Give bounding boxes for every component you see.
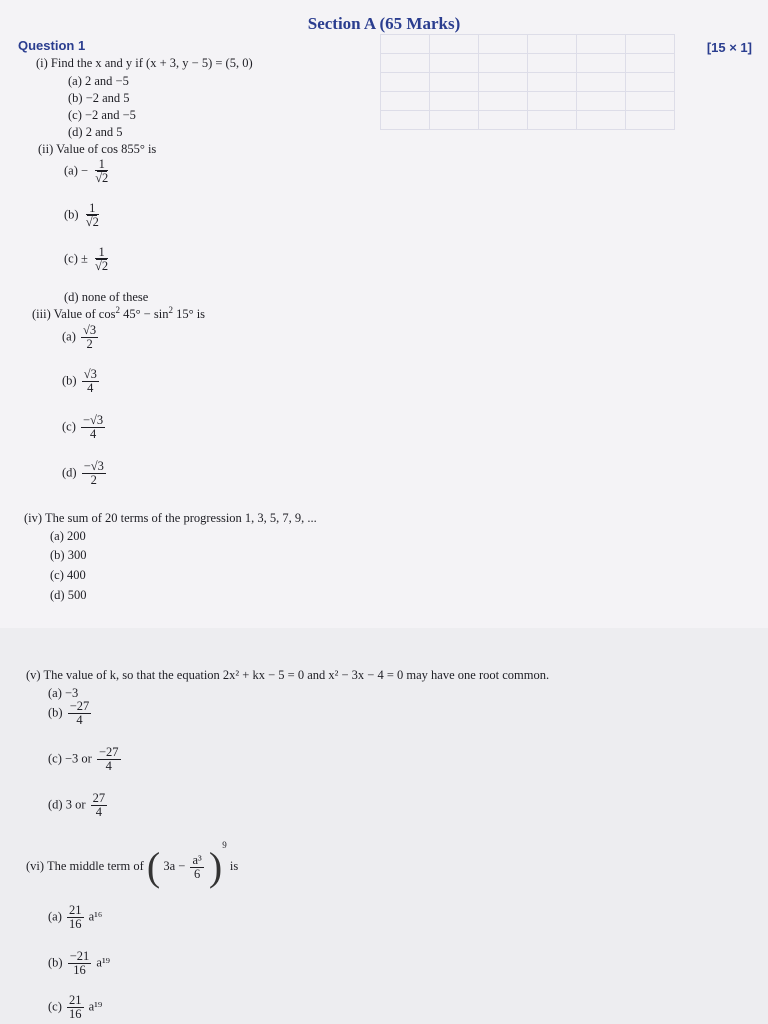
question-label: Question 1: [18, 38, 86, 53]
q5-option-d: (d) 3 or $\frac{27}{4}$: [48, 791, 106, 820]
q2-option-a: (a) − $\frac{1}{√2}$: [64, 157, 109, 186]
q6-stem: (vi) The middle term of ( 3a − $\frac{\text{a³}}{6}$ )$^9$ is: [26, 840, 239, 890]
bleed-through-table: [380, 34, 675, 130]
section-title: Section A (65 Marks): [307, 14, 461, 33]
q3-option-c: (c) $\frac{-√3}{4}$: [62, 413, 104, 442]
q5-option-c: (c) −3 or $\frac{-27}{4}$: [48, 745, 119, 774]
q2-option-d: (d) none of these: [64, 290, 149, 304]
q1-option-c: (c) −2 and −5: [68, 108, 136, 122]
q3-option-d: (d) $\frac{-√3}{2}$: [62, 459, 104, 488]
q5-option-a: (a) −3: [48, 686, 79, 700]
q4-option-a: (a) 200: [50, 529, 86, 543]
q1-option-a: (a) 2 and −5: [68, 74, 129, 88]
q4-option-b: (b) 300: [50, 548, 87, 562]
q2-option-c: (c) ± $\frac{1}{√2}$: [64, 245, 109, 274]
q4-stem: (iv) The sum of 20 terms of the progression 1, 3, 5, 7, 9, ...: [24, 511, 317, 525]
q2-option-b: (b) $\frac{1}{√2}$: [64, 201, 99, 230]
q3-stem: (iii) Value of $\cos^2 45^\circ - \sin^2 15^\circ$ is: [32, 305, 206, 322]
q3-option-a: (a) $\frac{√3}{2}$: [62, 323, 97, 352]
q4-option-d: (d) 500: [50, 588, 87, 602]
q1-stem: (i) Find the x and y if (x + 3, y − 5) = (5, 0): [36, 56, 253, 70]
q6-option-a: (a) $\frac{21}{16}$ a¹⁶: [48, 903, 103, 932]
q3-option-b: (b) $\frac{√3}{4}$: [62, 367, 97, 396]
lower-page-region: [0, 628, 768, 1024]
q2-stem: (ii) Value of cos 855° is: [38, 142, 157, 156]
q6-option-b: (b) $\frac{-21}{16}$ a¹⁹: [48, 949, 111, 978]
q5-option-b: (b) $\frac{-27}{4}$: [48, 699, 90, 728]
q1-option-b: (b) −2 and 5: [68, 91, 130, 105]
q1-option-d: (d) 2 and 5: [68, 125, 123, 139]
q4-option-c: (c) 400: [50, 568, 86, 582]
q5-stem: (v) The value of k, so that the equation 2x² + kx − 5 = 0 and x² − 3x − 4 = 0 may have one root common.: [26, 668, 550, 682]
q6-option-c: (c) $\frac{21}{16}$ a¹⁹: [48, 993, 103, 1022]
marks-label: [15 × 1]: [706, 40, 752, 55]
